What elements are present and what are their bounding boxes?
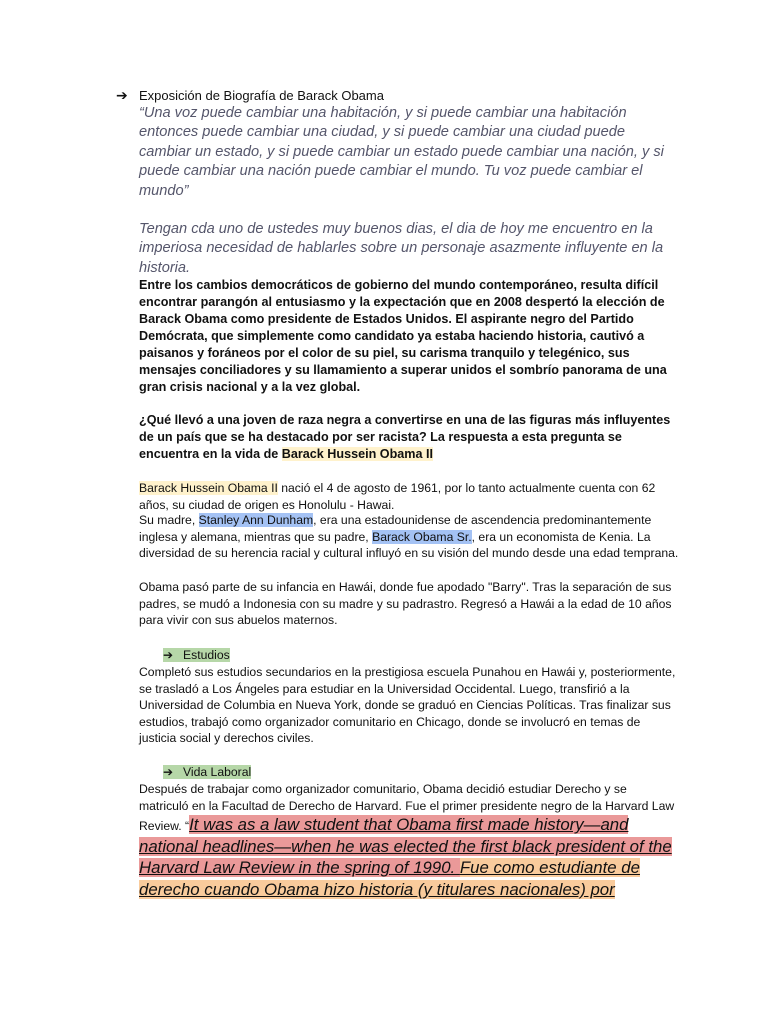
highlighted-name: Barack Hussein Obama II bbox=[139, 481, 278, 495]
opening-quote: “Una voz puede cambiar una habitación, y si puede cambiar una habitación entonces puede cambiar una ciudad, y si puede cambiar una ciudad puede cambiar un estado, y si puede cambiar un estado puede cambiar una nación, y si puede cambiar una nación puede cambiar el mundo. Tu voz puede cambiar el mundo” bbox=[139, 105, 664, 199]
question-paragraph bbox=[139, 412, 679, 463]
parents-text: , era una estadounidense de ascendencia predominantemente inglesa y alemana, mientras que su padre, bbox=[139, 513, 652, 544]
parents-text: , era un economista de Kenia. La diversidad de su herencia racial y cultural influyó en su visión del mundo desde una edad temprana. bbox=[139, 529, 679, 561]
work-heading-label: Vida Laboral bbox=[183, 765, 252, 779]
work-text: Después de trabajar como organizador comunitario, Obama decidió estudiar Derecho y se matriculó en la Facultad de Derecho de Harvard. Fue el primer presidente negro de la Harvard Law Review. “ bbox=[139, 782, 675, 834]
mother-name: Stanley Ann Dunham bbox=[198, 513, 314, 527]
greeting-paragraph: Tengan cda uno de ustedes muy buenos dias, el dia de hoy me encuentro en la imperiosa necesidad de hablarles sobre un personaje asazmente influyente en la historia. bbox=[139, 221, 664, 276]
arrow-bullet-icon: ➔ bbox=[163, 765, 174, 779]
studies-paragraph: Completó sus estudios secundarios en la prestigiosa escuela Punahou en Hawái y, posteriormente, se trasladó a Los Ángeles para estudiar en la Universidad Occidental. Luego, transfirió a la Universidad de Columbia en Nueva York, donde se graduó en Ciencias Políticas. Tras finalizar sus estudios, trabajó como organizador comunitario en Chicago, donde se involucró en temas de justicia social y derechos civiles. bbox=[139, 665, 676, 746]
title-bullet bbox=[116, 86, 676, 105]
parents-paragraph bbox=[139, 512, 679, 562]
work-paragraph bbox=[139, 781, 679, 901]
father-name: Barack Obama Sr. bbox=[372, 529, 472, 544]
english-quote: It was as a law student that Obama first made history—and national headlines—when he was elected the first black president of the Harvard Law Review in the spring of 1990. bbox=[139, 815, 672, 878]
arrow-bullet-icon: ➔ bbox=[116, 87, 128, 103]
studies-heading bbox=[163, 647, 230, 663]
parents-text: Su madre, bbox=[139, 513, 199, 527]
question-text: ¿Qué llevó a una joven de raza negra a convertirse en una de las figuras más influyentes de un país que se ha destacado por ser racista? La respuesta a esta pregunta se encuentra en la vida de bbox=[139, 413, 671, 461]
document-title: Exposición de Biografía de Barack Obama bbox=[139, 88, 384, 103]
highlighted-name: Barack Hussein Obama II bbox=[281, 447, 433, 461]
spanish-quote: Fue como estudiante de derecho cuando Obama hizo historia (y titulares nacionales) por bbox=[139, 858, 640, 899]
work-heading bbox=[163, 764, 251, 780]
childhood-paragraph: Obama pasó parte de su infancia en Hawái, donde fue apodado "Barry". Tras la separación de sus padres, se mudó a Indonesia con su madre y su padrastro. Regresó a Hawái a la edad de 10 años para vivir con sus abuelos maternos. bbox=[139, 580, 672, 628]
intro-paragraph: Entre los cambios democráticos de gobierno del mundo contemporáneo, resulta difícil encontrar parangón al entusiasmo y la expectación que en 2008 despertó la elección de Barack Obama como presidente de Estados Unidos. El aspirante negro del Partido Demócrata, que simplemente como candidato ya estaba haciendo historia, cautivó a paisanos y foráneos por el color de su piel, su carisma tranquilo y telegénico, sus mensajes conciliadores y su llamamiento a superar unidos el sombrío panorama de una gran crisis nacional y a la vez global. bbox=[139, 278, 667, 394]
birth-paragraph bbox=[139, 480, 679, 513]
studies-heading-label: Estudios bbox=[183, 648, 230, 662]
arrow-bullet-icon: ➔ bbox=[163, 648, 174, 662]
birth-text: nació el 4 de agosto de 1961, por lo tanto actualmente cuenta con 62 años, su ciudad de origen es Honolulu - Hawai. bbox=[139, 481, 656, 512]
